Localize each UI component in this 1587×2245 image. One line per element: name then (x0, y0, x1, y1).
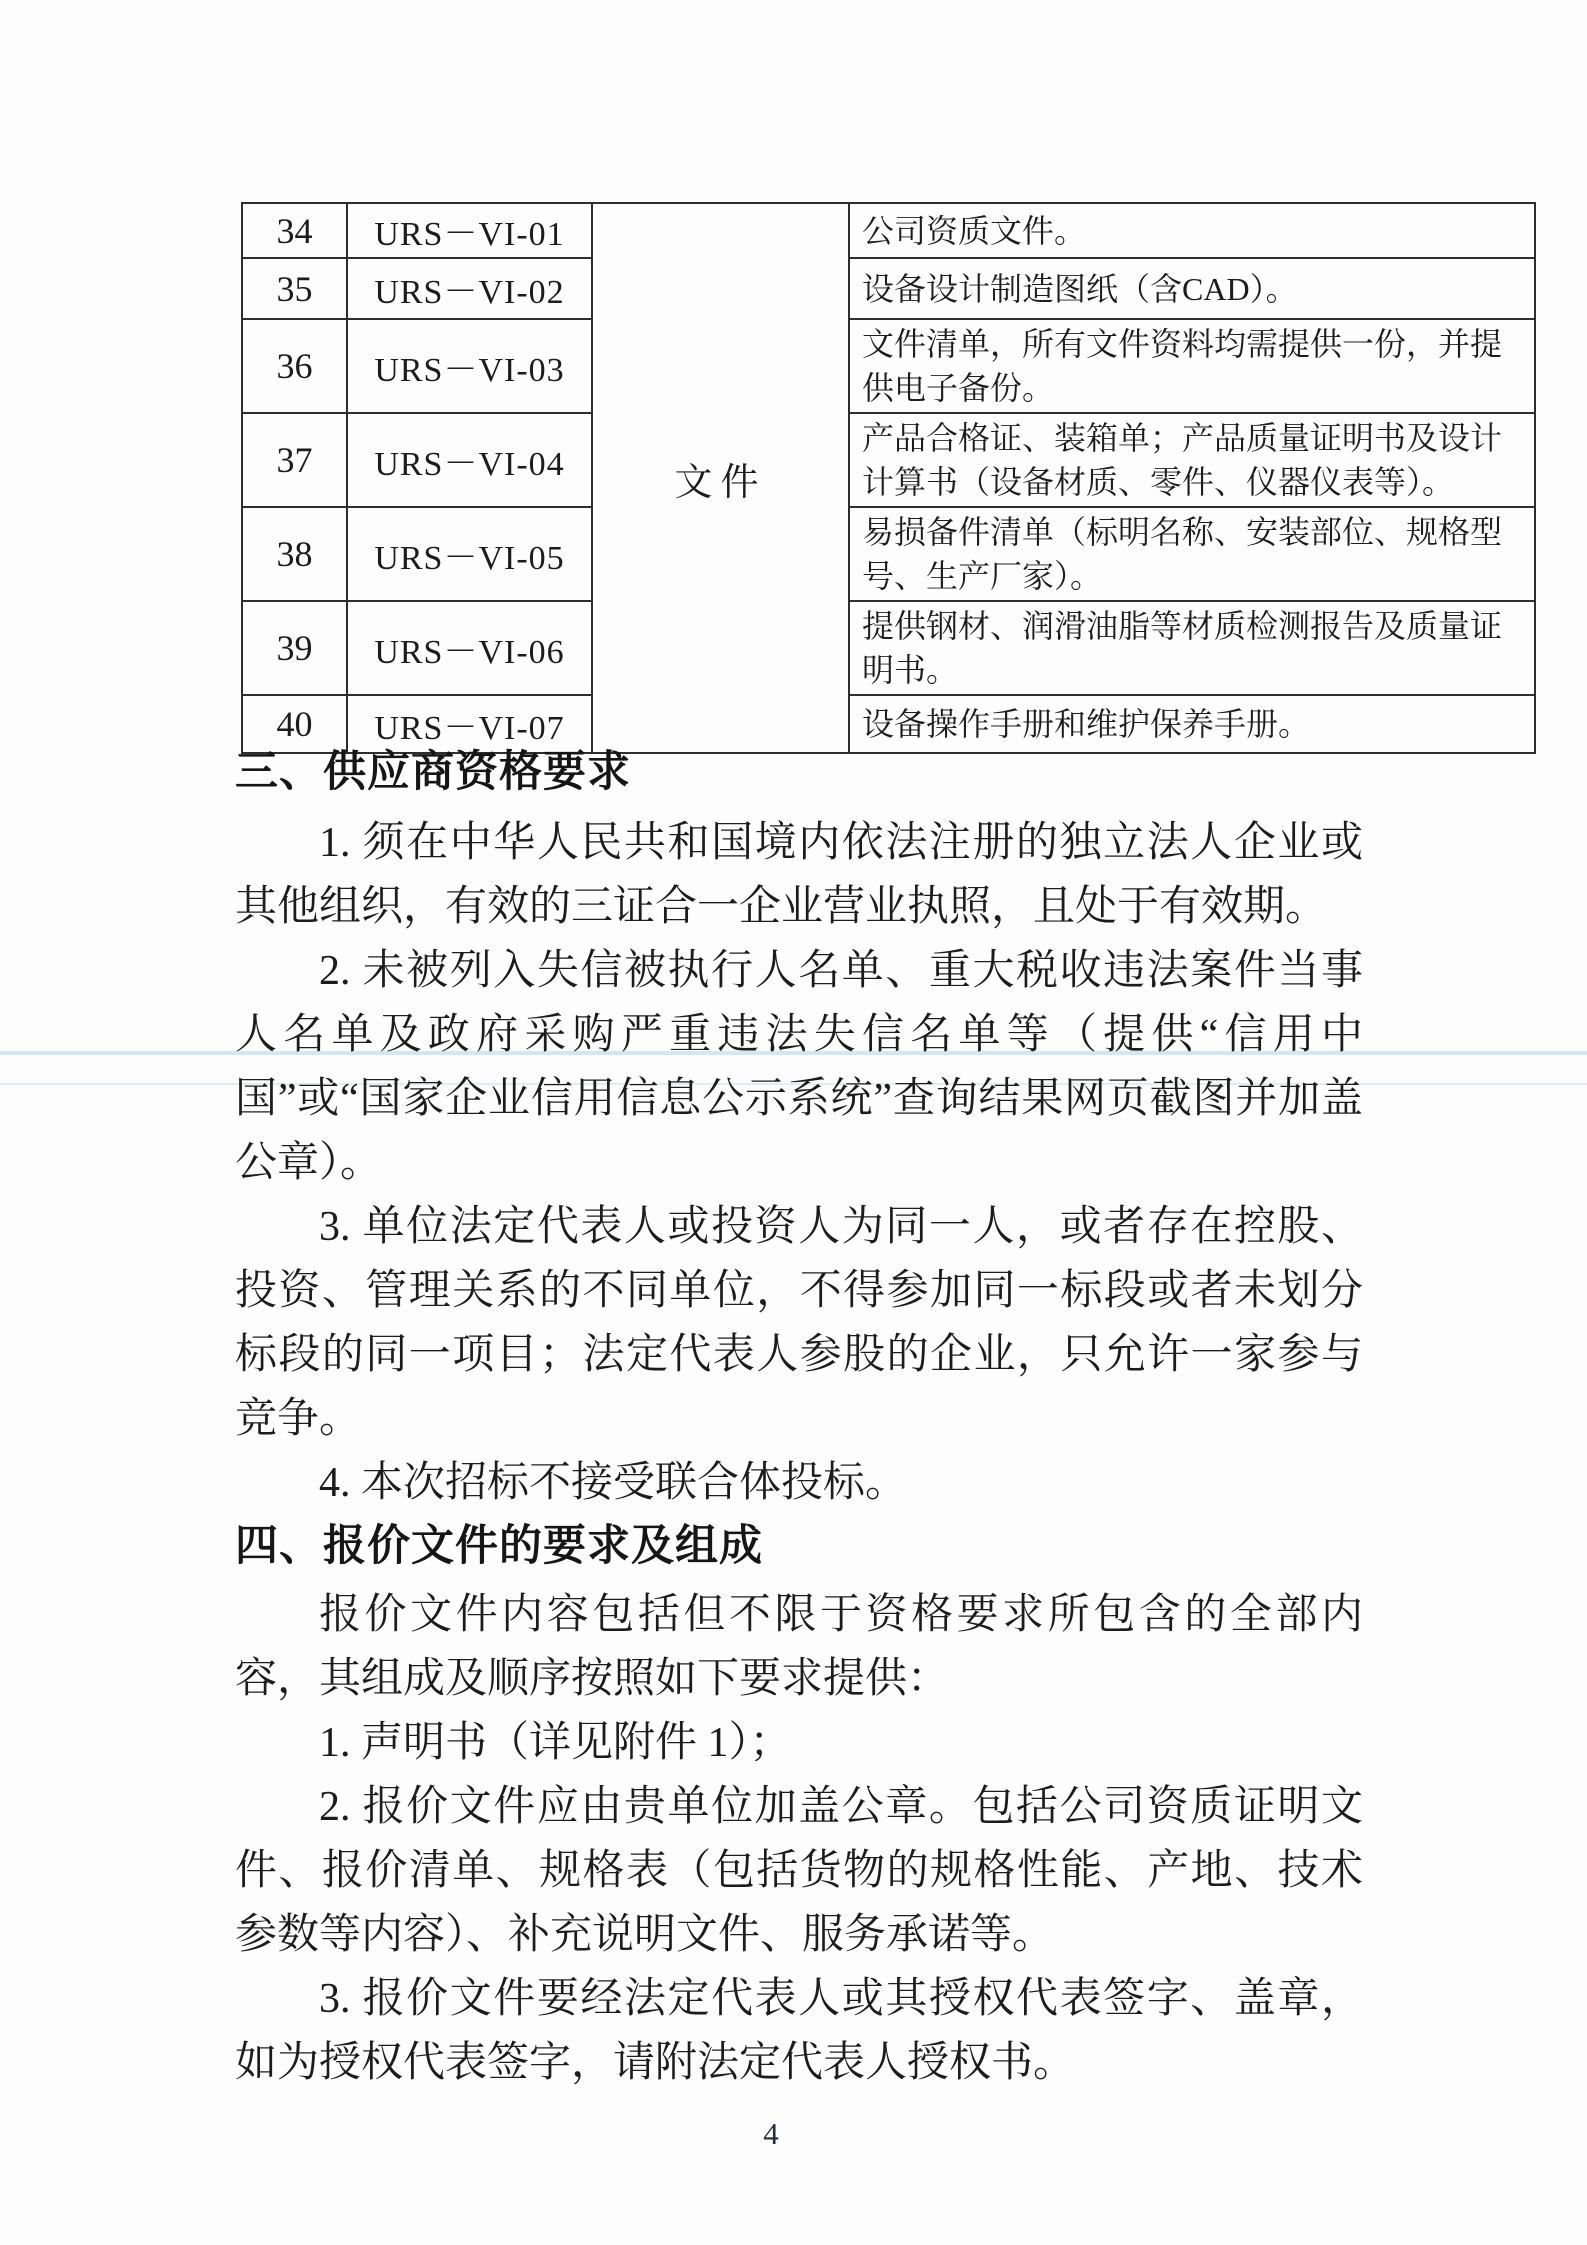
urs-code-cell: URS－VI-03 (347, 319, 592, 413)
table-row (242, 507, 1535, 601)
urs-code-cell: URS－VI-07 (347, 695, 592, 753)
paragraph: 3. 单位法定代表人或投资人为同一人，或者存在控股、投资、管理关系的不同单位，不得参加同一标段或者未划分标段的同一项目；法定代表人参股的企业，只允许一家参与竞争。 (235, 1204, 1363, 1442)
document-body (235, 745, 1363, 2095)
paragraph: 2. 报价文件应由贵单位加盖公章。包括公司资质证明文件、报价清单、规格表（包括货物的规格性能、产地、技术参数等内容）、补充说明文件、服务承诺等。 (235, 1784, 1363, 1958)
paragraph: 1. 须在中华人民共和国境内依法注册的独立法人企业或其他组织，有效的三证合一企业营业执照，且处于有效期。 (235, 820, 1363, 930)
row-number-cell: 37 (242, 413, 347, 507)
table-row (242, 319, 1535, 413)
description-cell: 公司资质文件。 (849, 203, 1535, 258)
row-number-cell: 35 (242, 258, 347, 319)
description-cell: 产品合格证、装箱单；产品质量证明书及设计计算书（设备材质、零件、仪器仪表等）。 (849, 413, 1535, 507)
description-cell: 设备设计制造图纸（含CAD）。 (849, 258, 1535, 319)
table-row (242, 413, 1535, 507)
urs-code-cell: URS－VI-02 (347, 258, 592, 319)
category-cell: 文件 (592, 203, 849, 753)
paragraph: 报价文件内容包括但不限于资格要求所包含的全部内容，其组成及顺序按照如下要求提供： (235, 1592, 1363, 1702)
table-row (242, 203, 1535, 258)
section-heading-3: 三、供应商资格要求 (235, 748, 631, 796)
paragraph: 3. 报价文件要经法定代表人或其授权代表签字、盖章，如为授权代表签字，请附法定代表人授权书。 (235, 1976, 1363, 2086)
urs-code-cell: URS－VI-01 (347, 203, 592, 258)
row-number-cell: 39 (242, 601, 347, 695)
row-number-cell: 34 (242, 203, 347, 258)
row-number-cell: 38 (242, 507, 347, 601)
paragraph: 2. 未被列入失信被执行人名单、重大税收违法案件当事人名单及政府采购严重违法失信名单等（提供“信用中国”或“国家企业信用信息公示系统”查询结果网页截图并加盖公章）。 (235, 948, 1363, 1186)
description-cell: 提供钢材、润滑油脂等材质检测报告及质量证明书。 (849, 601, 1535, 695)
urs-code-cell: URS－VI-04 (347, 413, 592, 507)
description-cell: 设备操作手册和维护保养手册。 (849, 695, 1535, 753)
urs-code-cell: URS－VI-05 (347, 507, 592, 601)
description-cell: 文件清单，所有文件资料均需提供一份，并提供电子备份。 (849, 319, 1535, 413)
requirements-table (241, 202, 1536, 754)
paragraph: 4. 本次招标不接受联合体投标。 (319, 1460, 908, 1506)
section-heading-4: 四、报价文件的要求及组成 (235, 1522, 763, 1570)
urs-code-cell: URS－VI-06 (347, 601, 592, 695)
page-number: 4 (763, 2116, 779, 2151)
row-number-cell: 36 (242, 319, 347, 413)
paragraph: 1. 声明书（详见附件 1）； (319, 1720, 792, 1766)
table-row (242, 601, 1535, 695)
description-cell: 易损备件清单（标明名称、安装部位、规格型号、生产厂家）。 (849, 507, 1535, 601)
table-row (242, 258, 1535, 319)
row-number-cell: 40 (242, 695, 347, 753)
